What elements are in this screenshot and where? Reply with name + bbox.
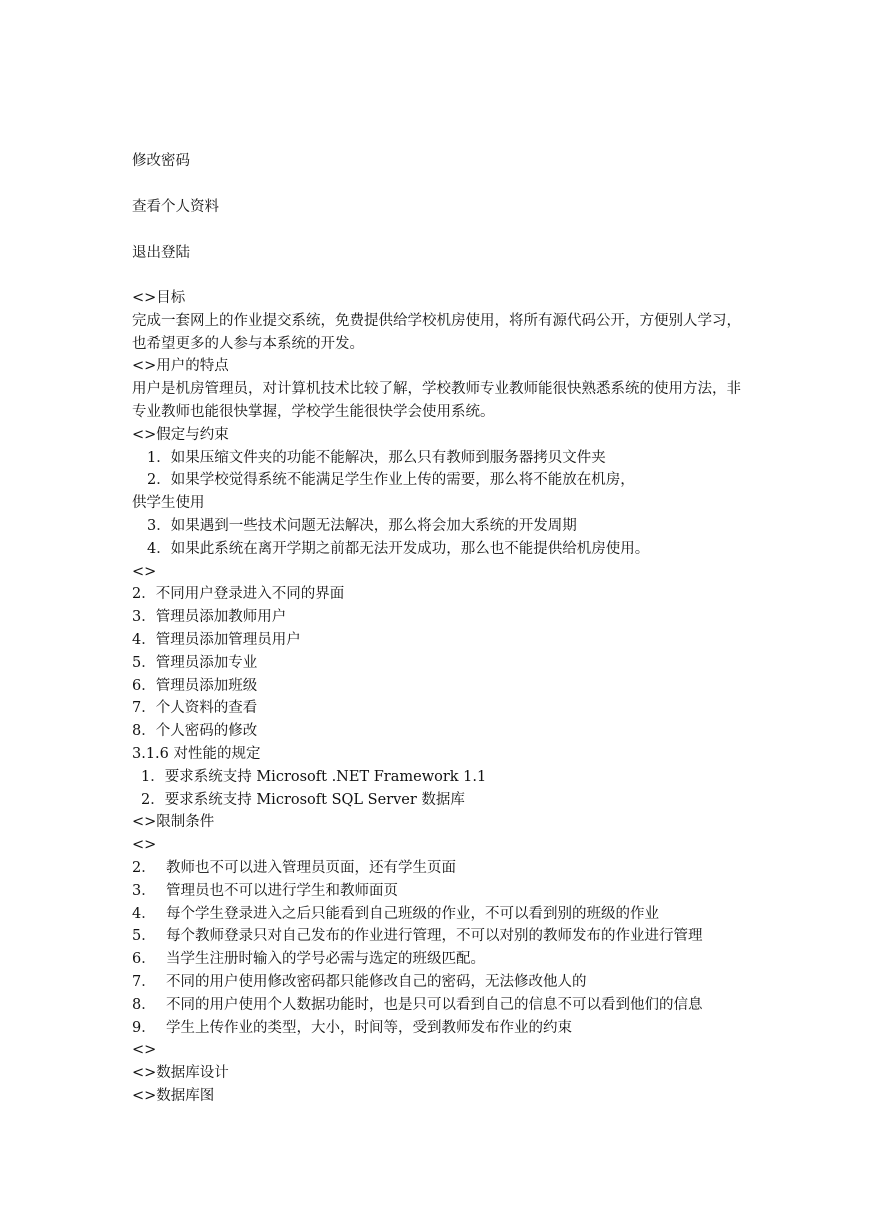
change-password-link[interactable]: 修改密码 — [132, 153, 190, 169]
constraint-item — [132, 880, 752, 903]
blank-heading: <> — [132, 1042, 157, 1059]
function-item: 7．个人资料的查看 — [132, 700, 258, 717]
constraint-number: 6． — [132, 951, 156, 968]
constraint-text: 管理员也不可以进行学生和教师面页 — [166, 882, 398, 899]
constraint-text: 教师也不可以进入管理员页面，还有学生页面 — [166, 859, 456, 876]
constraint-text: 不同的用户使用个人数据功能时，也是只可以看到自己的信息不可以看到他们的信息 — [166, 996, 703, 1013]
performance-heading: 3.1.6 对性能的规定 — [132, 745, 261, 762]
assumption-item: 1．如果压缩文件夹的功能不能解决，那么只有教师到服务器拷贝文件夹 — [147, 449, 606, 466]
constraint-number: 4． — [132, 905, 156, 922]
goal-paragraph: 完成一套网上的作业提交系统，免费提供给学校机房使用，将所有源代码公开，方便别人学习，也希望更多的人参与本系统的开发。 — [132, 312, 741, 352]
functions-heading: <> — [132, 563, 157, 580]
performance-item: 2．要求系统支持 Microsoft SQL Server 数据库 — [141, 791, 465, 808]
constraint-text: 不同的用户使用修改密码都只能修改自己的密码，无法修改他人的 — [166, 973, 587, 990]
function-item: 6．管理员添加班级 — [132, 677, 258, 694]
constraint-item — [132, 925, 752, 948]
function-item: 2．不同用户登录进入不同的界面 — [132, 586, 345, 603]
performance-item: 1．要求系统支持 Microsoft .NET Framework 1.1 — [141, 768, 487, 785]
constraint-item — [132, 948, 752, 971]
db-diagram-heading: <>数据库图 — [132, 1087, 215, 1104]
assumptions-heading: <>假定与约束 — [132, 426, 229, 443]
db-design-heading: <>数据库设计 — [132, 1065, 229, 1082]
function-item: 5．管理员添加专业 — [132, 654, 258, 671]
constraint-item — [132, 903, 752, 926]
constraint-number: 8． — [132, 996, 156, 1013]
function-item: 4．管理员添加管理员用户 — [132, 631, 301, 648]
constraint-item — [132, 857, 752, 880]
constraint-item — [132, 1017, 752, 1040]
assumption-item: 3．如果遇到一些技术问题无法解决，那么将会加大系统的开发周期 — [147, 517, 577, 534]
assumption-continuation: 供学生使用 — [132, 495, 205, 512]
document-body — [132, 287, 752, 1108]
user-traits-paragraph: 用户是机房管理员，对计算机技术比较了解，学校教师专业教师能很快熟悉系统的使用方法，非专业教师也能很快掌握，学校学生能很快学会使用系统。 — [132, 381, 741, 420]
function-item: 8．个人密码的修改 — [132, 723, 258, 740]
constraint-text: 每个学生登录进入之后只能看到自己班级的作业，不可以看到别的班级的作业 — [166, 905, 659, 922]
constraint-number: 7． — [132, 973, 156, 990]
assumption-item: 2．如果学校觉得系统不能满足学生作业上传的需要，那么将不能放在机房， — [147, 472, 635, 489]
constraint-number: 3． — [132, 882, 156, 899]
constraints-heading: <>限制条件 — [132, 814, 215, 831]
constraint-number: 9． — [132, 1019, 156, 1036]
goal-heading: <>目标 — [132, 290, 186, 306]
view-profile-link[interactable]: 查看个人资料 — [132, 199, 219, 215]
logout-link[interactable]: 退出登陆 — [132, 245, 190, 261]
function-item: 3．管理员添加教师用户 — [132, 609, 287, 626]
constraint-text: 当学生注册时输入的学号必需与选定的班级匹配。 — [166, 951, 485, 968]
constraint-number: 5． — [132, 928, 156, 945]
constraint-item — [132, 971, 752, 994]
constraint-text: 每个教师登录只对自己发布的作业进行管理，不可以对别的教师发布的作业进行管理 — [166, 928, 703, 945]
assumption-item: 4．如果此系统在离开学期之前都无法开发成功，那么也不能提供给机房使用。 — [147, 540, 650, 557]
user-traits-heading: <>用户的特点 — [132, 358, 229, 375]
constraint-number: 2． — [132, 859, 156, 876]
constraints-subheading: <> — [132, 837, 157, 854]
constraint-text: 学生上传作业的类型，大小，时间等，受到教师发布作业的约束 — [166, 1019, 572, 1036]
constraint-item — [132, 994, 752, 1017]
